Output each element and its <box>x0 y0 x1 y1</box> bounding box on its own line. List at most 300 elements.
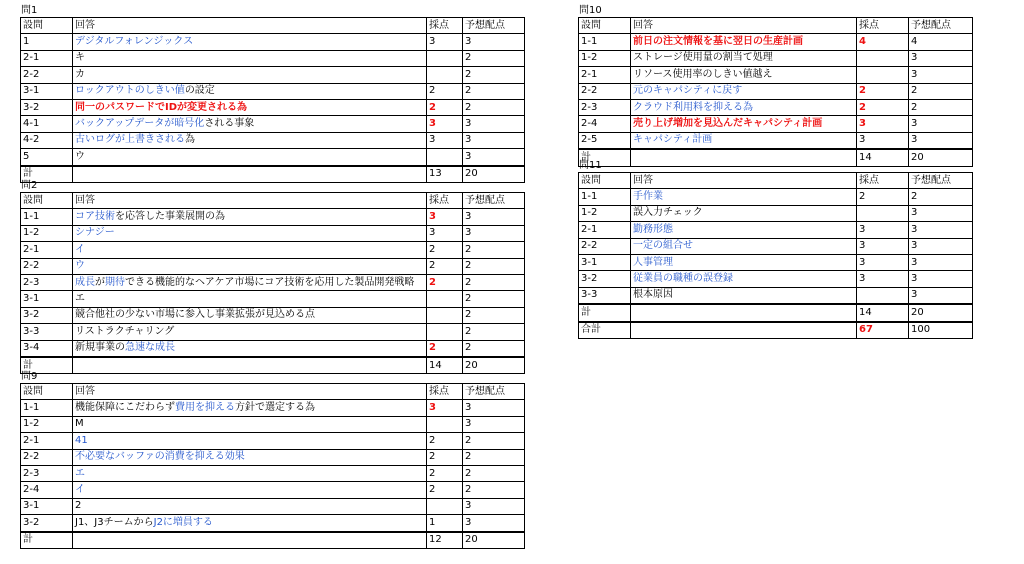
question-number: 3-3 <box>579 287 631 304</box>
grand-total-label: 合計 <box>579 322 631 339</box>
answer-cell <box>73 482 427 498</box>
question-number: 3-2 <box>21 515 73 532</box>
table-row <box>579 189 973 205</box>
table-row <box>579 132 973 149</box>
total-expected: 20 <box>463 166 525 183</box>
score-value: 3 <box>857 238 909 254</box>
answer-cell <box>73 274 427 290</box>
answer-cell <box>73 242 427 258</box>
answer-cell <box>73 67 427 83</box>
total-score: 14 <box>427 357 463 374</box>
header-expected: 予想配点 <box>909 173 973 189</box>
score-value <box>427 416 463 432</box>
total-label: 計 <box>21 357 73 374</box>
table-row <box>579 205 973 221</box>
total-expected: 20 <box>909 149 973 166</box>
expected-value: 3 <box>909 222 973 238</box>
answer-cell <box>73 132 427 148</box>
header-row <box>21 384 525 400</box>
section-title: 問9 <box>21 371 38 382</box>
expected-value: 3 <box>909 116 973 132</box>
header-expected: 予想配点 <box>909 18 973 34</box>
table-row <box>21 116 525 132</box>
header-score: 採点 <box>427 384 463 400</box>
grand-total-expected: 100 <box>909 322 973 339</box>
score-value: 3 <box>427 34 463 50</box>
answer-text: 前日の注文情報を基に翌日の生産計画 <box>633 36 803 48</box>
answer-text: 人事管理 <box>633 256 673 268</box>
expected-value: 2 <box>463 67 525 83</box>
answer-cell <box>631 116 857 132</box>
answer-text: ウ <box>75 260 85 272</box>
answer-cell <box>73 225 427 241</box>
score-value: 2 <box>427 340 463 357</box>
table-row <box>21 482 525 498</box>
question-number: 2-3 <box>21 465 73 481</box>
table-row <box>21 242 525 258</box>
answer-cell <box>631 50 857 66</box>
answer-text: ウ <box>75 150 85 162</box>
answer-cell <box>73 99 427 115</box>
expected-value: 2 <box>463 482 525 498</box>
answer-text: 不必要なバッファの消費を抑える効果 <box>75 451 245 463</box>
question-number: 2-2 <box>21 449 73 465</box>
section-title: 問10 <box>579 5 602 16</box>
answer-text: 41 <box>75 434 88 446</box>
total-row <box>579 304 973 321</box>
answer-text: 競合他社の少ない市場に参入し事業拡張が見込める点 <box>75 309 315 321</box>
header-question: 設問 <box>579 18 631 34</box>
answer-text: が <box>95 276 105 288</box>
answer-text: 手作業 <box>633 191 663 203</box>
answer-cell <box>631 254 857 270</box>
answer-cell <box>73 340 427 357</box>
score-value: 2 <box>427 465 463 481</box>
question-number: 1-1 <box>21 209 73 225</box>
expected-value: 3 <box>463 116 525 132</box>
answer-text: を応答した事業展開の為 <box>115 211 225 223</box>
section-q2 <box>20 180 525 374</box>
table-row <box>21 258 525 274</box>
table-row <box>21 209 525 225</box>
question-number: 3-2 <box>21 99 73 115</box>
answer-text: デジタルフォレンジックス <box>75 36 194 48</box>
answer-text: J1、J3チームから <box>75 516 154 528</box>
answer-cell <box>73 307 427 323</box>
score-value: 3 <box>857 116 909 132</box>
answer-text: コア技術 <box>75 211 115 223</box>
answer-text: イ <box>75 243 85 255</box>
expected-value: 2 <box>463 50 525 66</box>
table-row <box>579 99 973 115</box>
answer-text: イ <box>75 484 85 496</box>
question-number: 3-1 <box>579 254 631 270</box>
table-row <box>21 274 525 290</box>
score-value <box>427 149 463 166</box>
section-title: 問11 <box>579 160 602 171</box>
answer-cell <box>73 498 427 514</box>
answer-text: 方針で選定する為 <box>235 402 315 414</box>
header-expected: 予想配点 <box>463 384 525 400</box>
score-table <box>578 17 973 167</box>
section-title: 問2 <box>21 180 38 191</box>
header-answer: 回答 <box>73 193 427 209</box>
header-question: 設問 <box>21 193 73 209</box>
table-row <box>21 83 525 99</box>
expected-value: 2 <box>909 189 973 205</box>
question-number: 3-1 <box>21 498 73 514</box>
score-table <box>20 17 525 183</box>
answer-cell <box>73 291 427 307</box>
question-number: 3-3 <box>21 324 73 340</box>
expected-value: 3 <box>463 498 525 514</box>
expected-value: 2 <box>463 307 525 323</box>
table-row <box>21 416 525 432</box>
answer-cell <box>631 189 857 205</box>
score-value: 2 <box>427 242 463 258</box>
expected-value: 2 <box>463 340 525 357</box>
header-answer: 回答 <box>73 384 427 400</box>
question-number: 3-2 <box>579 271 631 287</box>
answer-cell <box>73 532 427 549</box>
answer-cell <box>73 34 427 50</box>
section-title: 問1 <box>21 5 38 16</box>
score-value <box>857 287 909 304</box>
answer-text: カ <box>75 68 85 80</box>
expected-value: 3 <box>909 238 973 254</box>
answer-text: キ <box>75 52 85 64</box>
answer-cell <box>631 205 857 221</box>
answer-text: の設定 <box>184 85 215 97</box>
expected-value: 2 <box>909 83 973 99</box>
answer-cell <box>73 449 427 465</box>
question-number: 1-2 <box>579 50 631 66</box>
score-table <box>20 192 525 374</box>
header-score: 採点 <box>857 18 909 34</box>
question-number: 2-4 <box>21 482 73 498</box>
question-number: 1-1 <box>21 400 73 416</box>
question-number: 1-2 <box>21 416 73 432</box>
answer-text: される事象 <box>204 118 255 130</box>
total-score: 14 <box>857 304 909 321</box>
total-expected: 20 <box>463 532 525 549</box>
answer-text: 勤務形態 <box>633 223 673 235</box>
question-number: 2-5 <box>579 132 631 149</box>
score-value <box>427 291 463 307</box>
answer-text: リストラクチャリング <box>75 325 175 337</box>
expected-value: 3 <box>463 400 525 416</box>
question-number: 2-3 <box>21 274 73 290</box>
grand-total-row <box>579 322 973 339</box>
score-value: 3 <box>427 132 463 148</box>
expected-value: 3 <box>909 271 973 287</box>
header-answer: 回答 <box>631 18 857 34</box>
table-row <box>579 254 973 270</box>
answer-cell <box>73 209 427 225</box>
answer-text: 同一のパスワードでIDが変更される為 <box>75 101 248 113</box>
score-value: 3 <box>857 254 909 270</box>
score-value <box>427 67 463 83</box>
answer-text: 売り上げ増加を見込んだキャパシティ計画 <box>633 118 823 130</box>
table-row <box>21 67 525 83</box>
expected-value: 2 <box>909 99 973 115</box>
total-row <box>21 532 525 549</box>
answer-text: 2 <box>75 500 82 512</box>
score-value: 3 <box>857 271 909 287</box>
expected-value: 2 <box>463 291 525 307</box>
table-row <box>579 116 973 132</box>
answer-text: 誤入力チェック <box>633 207 703 219</box>
expected-value: 3 <box>463 34 525 50</box>
score-value <box>427 498 463 514</box>
expected-value: 3 <box>909 67 973 83</box>
header-answer: 回答 <box>631 173 857 189</box>
score-value: 3 <box>857 132 909 149</box>
score-value: 1 <box>427 515 463 532</box>
table-row <box>21 34 525 50</box>
table-row <box>579 67 973 83</box>
question-number: 2-1 <box>579 222 631 238</box>
answer-text: リソース使用率のしきい値越え <box>633 68 773 80</box>
score-value: 2 <box>427 449 463 465</box>
answer-cell <box>73 400 427 416</box>
score-value: 3 <box>427 400 463 416</box>
answer-cell <box>631 34 857 50</box>
header-expected: 予想配点 <box>463 18 525 34</box>
table-row <box>21 449 525 465</box>
question-number: 2-2 <box>21 67 73 83</box>
score-value: 2 <box>427 99 463 115</box>
expected-value: 2 <box>463 433 525 449</box>
score-value: 2 <box>427 258 463 274</box>
question-number: 3-1 <box>21 291 73 307</box>
total-expected: 20 <box>909 304 973 321</box>
table-row <box>21 50 525 66</box>
header-score: 採点 <box>427 18 463 34</box>
answer-text: バックアップデータが暗号化 <box>75 118 205 130</box>
score-table <box>20 383 525 549</box>
question-number: 2-1 <box>21 433 73 449</box>
total-expected: 20 <box>463 357 525 374</box>
score-table <box>578 172 973 339</box>
answer-text: J2に増員する <box>153 516 213 528</box>
answer-text: 従業員の職種の誤登録 <box>633 273 733 285</box>
table-row <box>579 34 973 50</box>
answer-cell <box>631 238 857 254</box>
question-number: 2-2 <box>21 258 73 274</box>
answer-text: シナジー <box>75 227 115 239</box>
total-label: 計 <box>579 149 631 166</box>
answer-cell <box>73 416 427 432</box>
answer-text: 新規事業の <box>75 342 125 354</box>
answer-text: 元のキャパシティに戻す <box>633 85 743 97</box>
answer-cell <box>631 99 857 115</box>
answer-text: 成長 <box>75 276 95 288</box>
score-value <box>427 324 463 340</box>
score-value: 2 <box>857 83 909 99</box>
table-row <box>21 400 525 416</box>
answer-cell <box>631 322 857 339</box>
answer-text: エ <box>75 467 85 479</box>
answer-text: 費用を抑える <box>175 402 235 414</box>
answer-cell <box>73 149 427 166</box>
header-score: 採点 <box>857 173 909 189</box>
expected-value: 3 <box>463 149 525 166</box>
expected-value: 3 <box>463 209 525 225</box>
question-number: 2-4 <box>579 116 631 132</box>
answer-cell <box>73 116 427 132</box>
answer-text: できる機能的なヘアケア市場にコア技術を応用した製品開発戦略 <box>125 276 415 288</box>
header-expected: 予想配点 <box>463 193 525 209</box>
score-value <box>857 50 909 66</box>
header-score: 採点 <box>427 193 463 209</box>
table-row <box>21 465 525 481</box>
question-number: 3-2 <box>21 307 73 323</box>
question-number: 2-1 <box>21 242 73 258</box>
total-score: 14 <box>857 149 909 166</box>
expected-value: 3 <box>463 515 525 532</box>
question-number: 1-2 <box>579 205 631 221</box>
table-row <box>579 238 973 254</box>
answer-cell <box>73 515 427 532</box>
total-score: 12 <box>427 532 463 549</box>
answer-cell <box>631 271 857 287</box>
expected-value: 3 <box>463 416 525 432</box>
total-score: 13 <box>427 166 463 183</box>
question-number: 2-2 <box>579 83 631 99</box>
answer-cell <box>631 287 857 304</box>
table-row <box>579 50 973 66</box>
table-row <box>579 271 973 287</box>
header-row <box>21 18 525 34</box>
answer-cell <box>73 465 427 481</box>
score-value: 3 <box>857 222 909 238</box>
question-number: 3-4 <box>21 340 73 357</box>
score-value <box>427 50 463 66</box>
question-number: 3-1 <box>21 83 73 99</box>
total-label: 計 <box>21 166 73 183</box>
table-row <box>579 287 973 304</box>
answer-text: 古いログが上書きされる <box>75 134 185 146</box>
answer-cell <box>73 83 427 99</box>
answer-cell <box>631 67 857 83</box>
question-number: 2-2 <box>579 238 631 254</box>
answer-text: 機能保障にこだわらず <box>75 402 175 414</box>
section-q10 <box>578 5 973 167</box>
table-row <box>21 291 525 307</box>
table-row <box>21 340 525 357</box>
total-label: 計 <box>21 532 73 549</box>
header-row <box>579 18 973 34</box>
answer-text: 期待 <box>105 276 125 288</box>
table-row <box>21 149 525 166</box>
expected-value: 2 <box>463 274 525 290</box>
table-row <box>21 307 525 323</box>
question-number: 2-3 <box>579 99 631 115</box>
answer-text: 一定の組合せ <box>633 240 693 252</box>
score-value: 2 <box>857 189 909 205</box>
answer-text: エ <box>75 293 85 305</box>
table-row <box>21 515 525 532</box>
question-number: 2-1 <box>21 50 73 66</box>
expected-value: 3 <box>463 225 525 241</box>
table-row <box>21 99 525 115</box>
expected-value: 3 <box>909 287 973 304</box>
expected-value: 2 <box>463 83 525 99</box>
answer-text: M <box>75 418 84 430</box>
score-value: 4 <box>857 34 909 50</box>
expected-value: 4 <box>909 34 973 50</box>
answer-cell <box>73 50 427 66</box>
header-row <box>21 193 525 209</box>
section-q1 <box>20 5 525 183</box>
answer-text: 根本原因 <box>633 289 673 301</box>
question-number: 4-1 <box>21 116 73 132</box>
expected-value: 3 <box>909 132 973 149</box>
expected-value: 2 <box>463 99 525 115</box>
score-value: 3 <box>427 225 463 241</box>
expected-value: 3 <box>909 254 973 270</box>
header-question: 設問 <box>579 173 631 189</box>
header-question: 設問 <box>21 18 73 34</box>
answer-cell <box>631 83 857 99</box>
table-row <box>21 498 525 514</box>
question-number: 5 <box>21 149 73 166</box>
expected-value: 2 <box>463 449 525 465</box>
section-q9 <box>20 371 525 549</box>
score-value: 2 <box>427 83 463 99</box>
header-question: 設問 <box>21 384 73 400</box>
answer-cell <box>73 433 427 449</box>
table-row <box>21 132 525 148</box>
question-number: 4-2 <box>21 132 73 148</box>
header-row <box>579 173 973 189</box>
expected-value: 2 <box>463 465 525 481</box>
answer-cell <box>73 324 427 340</box>
question-number: 2-1 <box>579 67 631 83</box>
expected-value: 2 <box>463 242 525 258</box>
grand-total-score: 67 <box>857 322 909 339</box>
answer-text: キャパシティ計画 <box>633 134 713 146</box>
section-q11 <box>578 160 973 339</box>
header-answer: 回答 <box>73 18 427 34</box>
question-number: 1-1 <box>579 34 631 50</box>
table-row <box>579 83 973 99</box>
score-value <box>857 67 909 83</box>
score-value: 2 <box>857 99 909 115</box>
expected-value: 3 <box>463 132 525 148</box>
answer-cell <box>631 304 857 321</box>
table-row <box>21 324 525 340</box>
expected-value: 2 <box>463 258 525 274</box>
expected-value: 3 <box>909 205 973 221</box>
expected-value: 3 <box>909 50 973 66</box>
answer-text: 急速な成長 <box>125 342 175 354</box>
score-value: 2 <box>427 482 463 498</box>
score-value: 2 <box>427 433 463 449</box>
answer-text: ストレージ使用量の割当て処理 <box>633 52 773 64</box>
answer-text: クラウド利用料を抑える為 <box>633 101 753 113</box>
answer-cell <box>631 132 857 149</box>
question-number: 1 <box>21 34 73 50</box>
answer-cell <box>73 258 427 274</box>
table-row <box>21 433 525 449</box>
table-row <box>21 225 525 241</box>
answer-text: ロックアウトのしきい値 <box>75 85 185 97</box>
question-number: 1-2 <box>21 225 73 241</box>
question-number: 1-1 <box>579 189 631 205</box>
score-value <box>427 307 463 323</box>
